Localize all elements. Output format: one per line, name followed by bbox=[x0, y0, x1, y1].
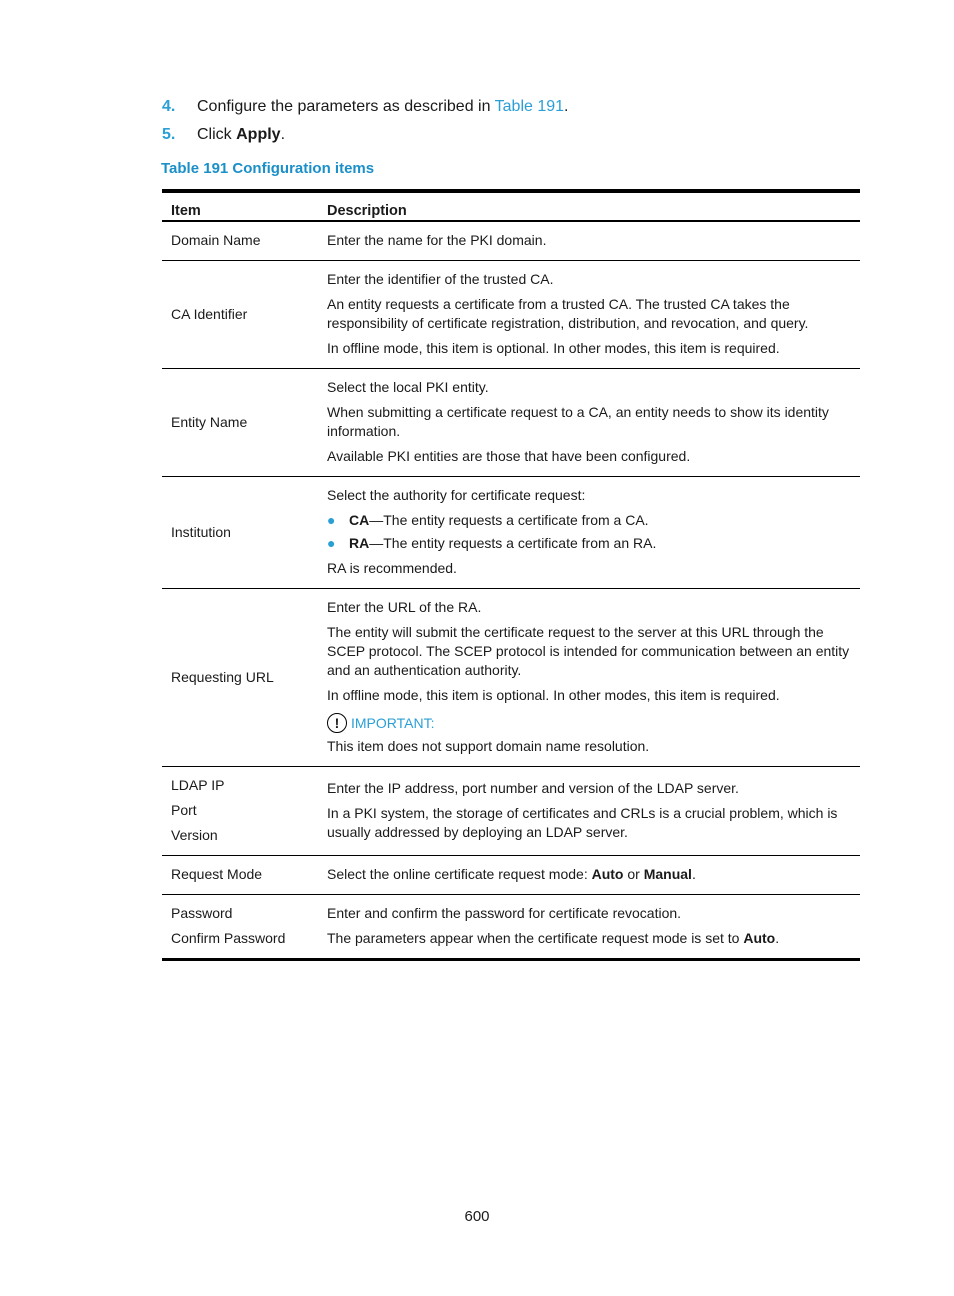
description-cell bbox=[318, 895, 860, 960]
step-number: 4. bbox=[162, 98, 176, 115]
table-row bbox=[162, 856, 860, 895]
procedure-steps bbox=[162, 98, 569, 154]
page-number: 600 bbox=[464, 1208, 490, 1225]
description-cell bbox=[318, 856, 860, 895]
description-text: Enter the URL of the RA. bbox=[327, 599, 482, 615]
item-password bbox=[162, 895, 318, 960]
bullet-term: CA bbox=[349, 512, 370, 528]
table-row bbox=[162, 589, 860, 767]
item-port: Port bbox=[171, 802, 197, 818]
item-domain-name: Domain Name bbox=[171, 232, 261, 248]
description-cell bbox=[318, 369, 860, 477]
bullet-text: —The entity requests a certificate from an RA. bbox=[369, 535, 657, 551]
table-header-row bbox=[162, 191, 860, 221]
description-cell bbox=[318, 767, 860, 856]
description-text: An entity requests a certificate from a trusted CA. The trusted CA takes the responsibility of certificate registration, distribution, and revocation, and query. bbox=[327, 296, 809, 331]
step-5 bbox=[162, 126, 569, 154]
table-191-link[interactable]: Table 191 bbox=[494, 98, 565, 115]
item-ldap-ip: LDAP IP bbox=[171, 777, 225, 793]
bullet-icon: ● bbox=[327, 512, 336, 528]
description-text: Select the online certificate request mode: bbox=[327, 866, 592, 882]
configuration-items-table bbox=[162, 189, 860, 961]
description-text: Enter the name for the PKI domain. bbox=[327, 232, 547, 248]
step-text: Configure the parameters as described in bbox=[197, 98, 495, 115]
description-text: The parameters appear when the certificate request mode is set to bbox=[327, 930, 744, 946]
step-4 bbox=[162, 98, 569, 126]
description-cell bbox=[318, 261, 860, 369]
item-ca-identifier: CA Identifier bbox=[171, 305, 248, 322]
auto-keyword: Auto bbox=[743, 930, 776, 946]
important-text: This item does not support domain name resolution. bbox=[327, 738, 650, 754]
item-institution: Institution bbox=[171, 523, 231, 540]
exclamation-circle-icon: ! bbox=[327, 713, 347, 733]
item-confirm-password-label: Confirm Password bbox=[171, 930, 286, 946]
bullet-icon: ● bbox=[327, 535, 336, 551]
description-text: Enter and confirm the password for certificate revocation. bbox=[327, 905, 682, 921]
header-description: Description bbox=[327, 202, 407, 219]
bullet-item-ca bbox=[327, 511, 851, 530]
description-text: When submitting a certificate request to a CA, an entity needs to show its identity information. bbox=[327, 404, 829, 439]
description-cell bbox=[318, 589, 860, 767]
table-row bbox=[162, 477, 860, 589]
manual-keyword: Manual bbox=[643, 866, 692, 882]
item-request-mode: Request Mode bbox=[171, 866, 263, 882]
description-cell bbox=[318, 477, 860, 589]
description-text: In offline mode, this item is optional. In other modes, this item is required. bbox=[327, 687, 780, 703]
description-cell bbox=[318, 221, 860, 261]
description-text: or bbox=[623, 866, 644, 882]
bullet-term: RA bbox=[349, 535, 370, 551]
description-text: Available PKI entities are those that have been configured. bbox=[327, 448, 691, 464]
table-row bbox=[162, 895, 860, 960]
bullet-item-ra bbox=[327, 534, 851, 553]
item-entity-name: Entity Name bbox=[171, 413, 248, 430]
table-row bbox=[162, 767, 860, 856]
description-text: The entity will submit the certificate request to the server at this URL through the SCEP protocol. The SCEP protocol is intended for communication between an entity and an authentication authority. bbox=[327, 624, 850, 678]
step-number: 5. bbox=[162, 126, 176, 143]
description-text: RA is recommended. bbox=[327, 560, 457, 576]
step-text-end: . bbox=[280, 126, 286, 143]
table-row bbox=[162, 369, 860, 477]
header-item: Item bbox=[171, 202, 201, 219]
description-text: Select the local PKI entity. bbox=[327, 379, 489, 395]
step-text-end: . bbox=[564, 98, 569, 115]
important-note bbox=[327, 713, 851, 733]
table-row bbox=[162, 261, 860, 369]
item-ldap bbox=[162, 767, 318, 856]
apply-keyword: Apply bbox=[236, 126, 281, 143]
item-version: Version bbox=[171, 827, 218, 843]
description-text: In a PKI system, the storage of certificates and CRLs is a crucial problem, which is usually addressed by deploying an LDAP server. bbox=[327, 805, 838, 840]
table-row bbox=[162, 221, 860, 261]
description-text: In offline mode, this item is optional. In other modes, this item is required. bbox=[327, 340, 780, 356]
description-text: . bbox=[775, 930, 780, 946]
important-label: IMPORTANT: bbox=[351, 714, 435, 731]
description-text: Enter the IP address, port number and version of the LDAP server. bbox=[327, 780, 739, 796]
description-text: Enter the identifier of the trusted CA. bbox=[327, 271, 554, 287]
description-text: Select the authority for certificate request: bbox=[327, 487, 586, 503]
description-text: . bbox=[691, 866, 696, 882]
auto-keyword: Auto bbox=[591, 866, 624, 882]
table-caption: Table 191 Configuration items bbox=[161, 160, 375, 177]
step-text: Click bbox=[197, 126, 237, 143]
item-password-label: Password bbox=[171, 905, 233, 921]
bullet-text: —The entity requests a certificate from a CA. bbox=[369, 512, 649, 528]
item-requesting-url: Requesting URL bbox=[171, 668, 274, 685]
